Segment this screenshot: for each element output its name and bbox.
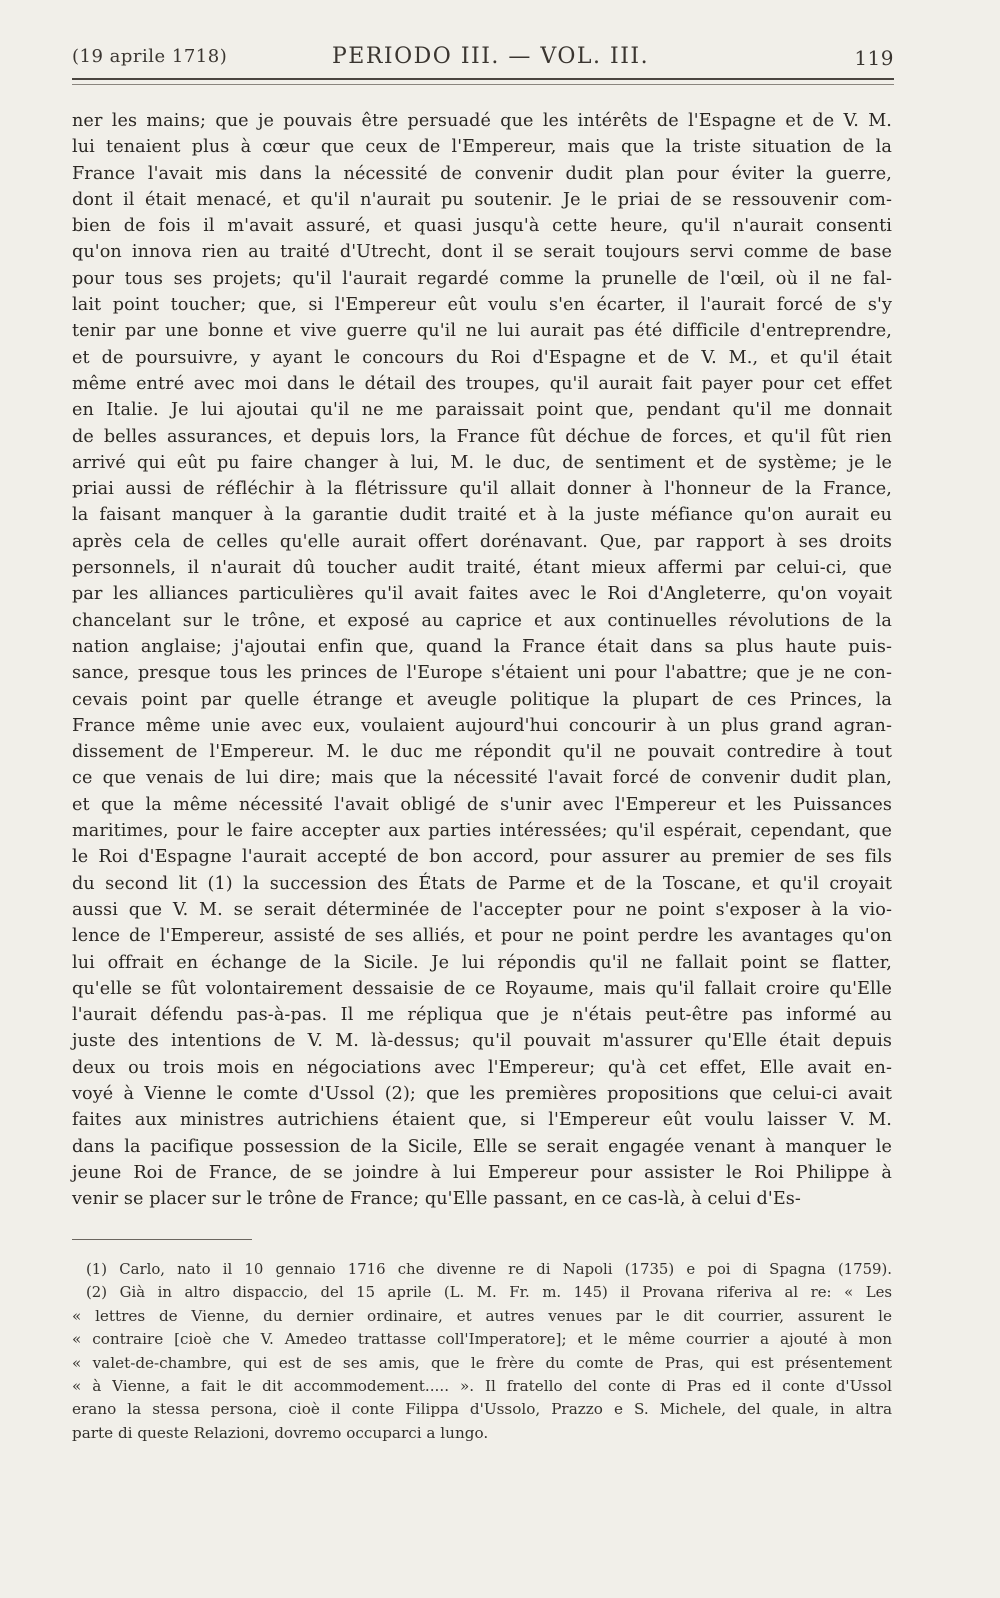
header-title: PERIODO III. — VOL. III.	[332, 44, 650, 69]
body-line: dont il était menacé, et qu'il n'aurait pu soutenir. Je le priai de se ressouvenir com-	[72, 189, 892, 210]
footnote-rule	[72, 1239, 252, 1240]
body-line: dans la pacifique possession de la Sicile, Elle se serait engagée venant à manquer le	[72, 1136, 892, 1157]
body-line: pour tous ses projets; qu'il l'aurait regardé comme la prunelle de l'œil, où il ne fal-	[72, 268, 892, 289]
body-line: le Roi d'Espagne l'aurait accepté de bon accord, pour assurer au premier de ses fils	[72, 847, 892, 868]
header-rule	[72, 78, 894, 80]
footnote-line: (2) Già in altro dispaccio, del 15 aprile (L. M. Fr. m. 145) il Provana riferiva al re: « Les	[86, 1283, 892, 1302]
body-line: juste des intentions de V. M. là-dessus; qu'il pouvait m'assurer qu'Elle était depuis	[72, 1031, 892, 1052]
body-line: France même unie avec eux, voulaient aujourd'hui concourir à un plus grand agran-	[72, 715, 892, 736]
body-line: par les alliances particulières qu'il avait faites avec le Roi d'Angleterre, qu'on voyait	[72, 584, 892, 605]
running-head	[72, 46, 894, 72]
body-line: qu'on innova rien au traité d'Utrecht, dont il se serait toujours servi comme de base	[72, 242, 892, 263]
body-line: en Italie. Je lui ajoutai qu'il ne me paraissait point que, pendant qu'il me donnait	[72, 400, 892, 421]
footnote-line: « à Vienne, a fait le dit accommodement..... ». Il fratello del conte di Pras ed il conte d'Ussol	[72, 1376, 892, 1395]
footnotes	[72, 1258, 892, 1445]
body-line: lui offrait en échange de la Sicile. Je lui répondis qu'il ne fallait point se flatter,	[72, 952, 892, 973]
body-line: bien de fois il m'avait assuré, et quasi jusqu'à cette heure, qu'il n'aurait consenti	[72, 216, 892, 237]
body-line: et de poursuivre, y ayant le concours du Roi d'Espagne et de V. M., et qu'il était	[72, 347, 892, 368]
body-line: la faisant manquer à la garantie dudit traité et à la juste méfiance qu'on aurait eu	[72, 505, 892, 526]
body-line: qu'elle se fût volontairement dessaisie de ce Royaume, mais qu'il fallait croire qu'Elle	[72, 978, 892, 999]
body-line: l'aurait défendu pas-à-pas. Il me répliqua que je n'étais peut-être pas informé au	[72, 1005, 892, 1026]
body-line: ce que venais de lui dire; mais que la nécessité l'avait forcé de convenir dudit plan,	[72, 768, 892, 789]
body-line: personnels, il n'aurait dû toucher audit traité, étant mieux affermi par celui-ci, que	[72, 558, 892, 579]
body-line: sance, presque tous les princes de l'Europe s'étaient uni pour l'abattre; que je ne con-	[72, 663, 892, 684]
body-line: maritimes, pour le faire accepter aux parties intéressées; qu'il espérait, cependant, que	[72, 821, 892, 842]
footnote-line: parte di queste Relazioni, dovremo occuparci a lungo.	[72, 1423, 489, 1442]
body-line: de belles assurances, et depuis lors, la France fût déchue de forces, et qu'il fût rien	[72, 426, 892, 447]
body-text	[72, 108, 892, 1212]
body-line: chancelant sur le trône, et exposé au caprice et aux continuelles révolutions de la	[72, 610, 892, 631]
body-line: priai aussi de réfléchir à la flétrissure qu'il allait donner à l'honneur de la France,	[72, 479, 892, 500]
header-rule-thin	[72, 84, 894, 85]
body-line: lait point toucher; que, si l'Empereur eût voulu s'en écarter, il l'aurait forcé de s'y	[72, 295, 892, 316]
footnote-line: erano la stessa persona, cioè il conte Filippa d'Ussolo, Prazzo e S. Michele, del quale, in altra	[72, 1400, 892, 1419]
body-line: lence de l'Empereur, assisté de ses alliés, et pour ne point perdre les avantages qu'on	[72, 926, 892, 947]
body-line: jeune Roi de France, de se joindre à lui Empereur pour assister le Roi Philippe à	[72, 1162, 892, 1183]
body-line: France l'avait mis dans la nécessité de convenir dudit plan pour éviter la guerre,	[72, 163, 892, 184]
body-line: voyé à Vienne le comte d'Ussol (2); que les premières propositions que celui-ci avait	[72, 1083, 892, 1104]
body-line: aussi que V. M. se serait déterminée de l'accepter pour ne point s'exposer à la vio-	[72, 899, 892, 920]
body-line: nation anglaise; j'ajoutai enfin que, quand la France était dans sa plus haute puis-	[72, 636, 892, 657]
body-line: cevais point par quelle étrange et aveugle politique la plupart de ces Princes, la	[72, 689, 892, 710]
body-line: tenir par une bonne et vive guerre qu'il ne lui aurait pas été difficile d'entreprendre,	[72, 321, 892, 342]
body-line: deux ou trois mois en négociations avec l'Empereur; qu'à cet effet, Elle avait en-	[72, 1057, 892, 1078]
body-line: lui tenaient plus à cœur que ceux de l'Empereur, mais que la triste situation de la	[72, 137, 892, 158]
header-date: (19 aprile 1718)	[72, 46, 228, 67]
footnote-line: « contraire [cioè che V. Amedeo trattasse coll'Imperatore]; et le même courrier a ajouté à mon	[72, 1330, 892, 1349]
footnote-line: « lettres de Vienne, du dernier ordinaire, et autres venues par le dit courrier, assurent le	[72, 1306, 892, 1325]
body-line: venir se placer sur le trône de France; qu'Elle passant, en ce cas-là, à celui d'Es-	[72, 1189, 801, 1210]
body-line: après cela de celles qu'elle aurait offert dorénavant. Que, par rapport à ses droits	[72, 531, 892, 552]
body-line: ner les mains; que je pouvais être persuadé que les intérêts de l'Espagne et de V. M.	[72, 111, 892, 131]
body-line: faites aux ministres autrichiens étaient que, si l'Empereur eût voulu laisser V. M.	[72, 1110, 892, 1131]
body-line: et que la même nécessité l'avait obligé de s'unir avec l'Empereur et les Puissances	[72, 794, 892, 815]
body-line: du second lit (1) la succession des États de Parme et de la Toscane, et qu'il croyait	[72, 873, 892, 894]
body-line: dissement de l'Empereur. M. le duc me répondit qu'il ne pouvait contredire à tout	[72, 742, 892, 763]
body-line: arrivé qui eût pu faire changer à lui, M. le duc, de sentiment et de système; je le	[72, 452, 892, 473]
body-line: même entré avec moi dans le détail des troupes, qu'il aurait fait payer pour cet effet	[72, 373, 892, 394]
page-number: 119	[854, 46, 894, 70]
footnote-line: « valet-de-chambre, qui est de ses amis, que le frère du comte de Pras, qui est présentement	[72, 1353, 892, 1372]
footnote-line: (1) Carlo, nato il 10 gennaio 1716 che divenne re di Napoli (1735) e poi di Spagna (1759).	[86, 1260, 892, 1278]
